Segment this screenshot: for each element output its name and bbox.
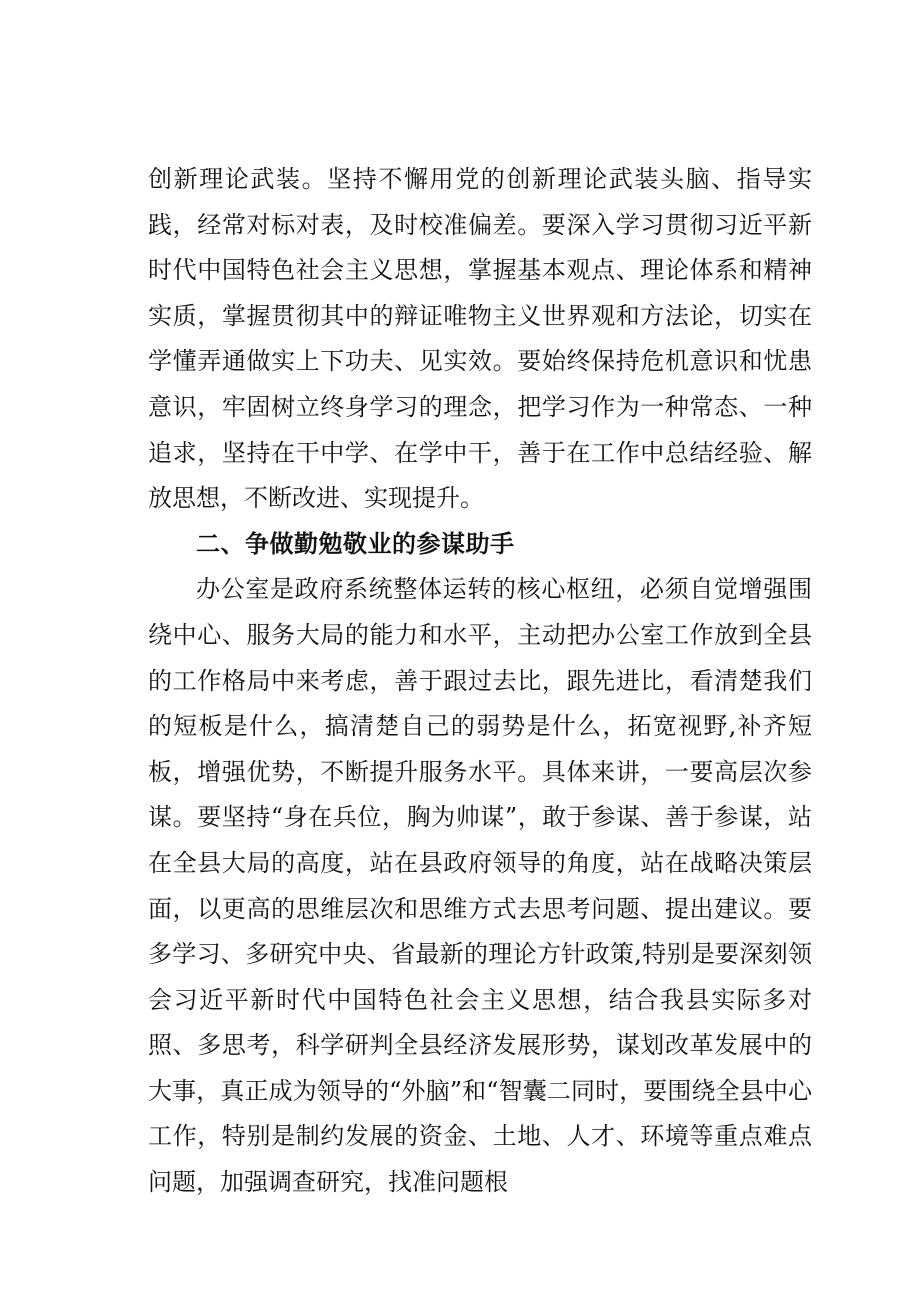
document-body	[148, 157, 812, 1206]
body-paragraph-continued: 创新理论武装。坚持不懈用党的创新理论武装头脑、指导实践，经常对标对表，及时校准偏差。要深入学习贯彻习近平新时代中国特色社会主义思想，掌握基本观点、理论体系和精神实质，掌握贯彻其中的辩证唯物主义世界观和方法论，切实在学懂弄通做实上下功夫、见实效。要始终保持危机意识和忧患意识，牢固树立终身学习的理念，把学习作为一种常态、一种追求，坚持在干中学、在学中干，善于在工作中总结经验、解放思想，不断改进、实现提升。	[148, 165, 812, 513]
section-heading: 二、争做勤勉敬业的参谋助手	[196, 529, 515, 558]
body-paragraph: 办公室是政府系统整体运转的核心枢纽，必须自觉增强围绕中心、服务大局的能力和水平，主动把办公室工作放到全县的工作格局中来考虑，善于跟过去比，跟先进比，看清楚我们的短板是什么，搞清楚自己的弱势是什么，拓宽视野,补齐短板，增强优势，不断提升服务水平。具体来讲，一要高层次参谋。要坚持“身在兵位，胸为帅谋”，敢于参谋、善于参谋，站在全县大局的高度，站在县政府领导的角度，站在战略决策层面，以更高的思维层次和思维方式去思考问题、提出建议。要多学习、多研究中央、省最新的理论方针政策,特别是要深刻领会习近平新时代中国特色社会主义思想，结合我县实际多对照、多思考，科学研判全县经济发展形势，谋划改革发展中的大事，真正成为领导的“外脑”和“智囊二同时，要围绕全县中心工作，特别是制约发展的资金、土地、人才、环境等重点难点问题，加强调查研究，找准问题根	[148, 575, 812, 1197]
